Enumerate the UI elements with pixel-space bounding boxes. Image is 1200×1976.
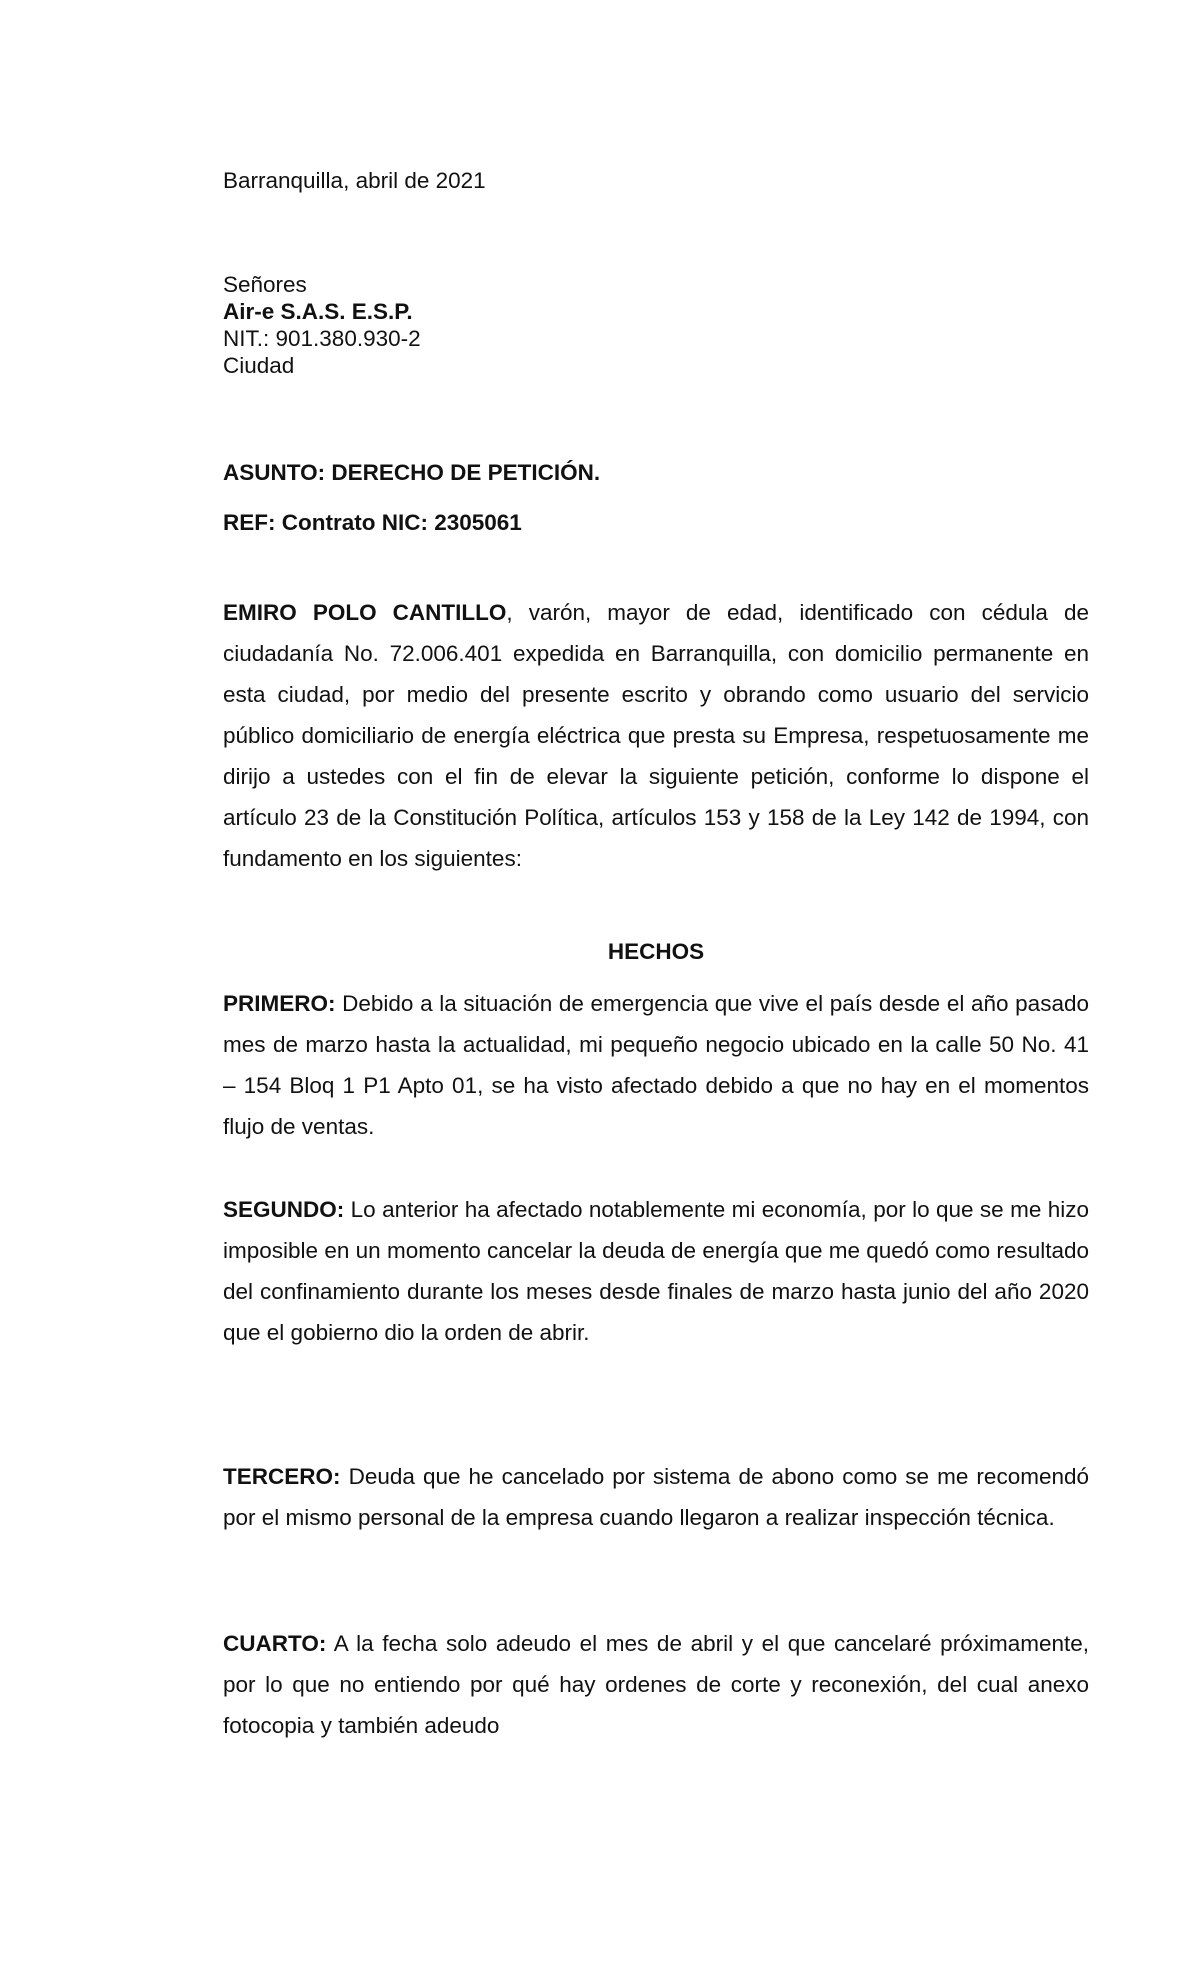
fact-tercero (223, 1456, 1089, 1538)
fact-text: Lo anterior ha afectado notablemente mi economía, por lo que se me hizo imposible en un momento cancelar la deuda de energía que me quedó como resultado del confinamiento durante los meses desde finales de marzo hasta junio del año 2020 que el gobierno dio la orden de abrir. (223, 1197, 1089, 1345)
subject (223, 459, 1089, 486)
reference-text: REF: Contrato NIC: 2305061 (223, 510, 522, 535)
fact-label: PRIMERO: (223, 991, 336, 1016)
fact-text: A la fecha solo adeudo el mes de abril y el que cancelaré próximamente, por lo que no entiendo por qué hay ordenes de corte y reconexión, del cual anexo fotocopia y también adeudo (223, 1631, 1089, 1738)
recipient-nit: NIT.: 901.380.930-2 (223, 326, 421, 351)
place-date (223, 167, 1089, 194)
section-title (223, 938, 1089, 965)
recipient-company: Air-e S.A.S. E.S.P. (223, 299, 413, 324)
petitioner-name: EMIRO POLO CANTILLO (223, 600, 507, 625)
fact-label: CUARTO: (223, 1631, 327, 1656)
section-title-text: HECHOS (607, 939, 705, 964)
fact-text: Deuda que he cancelado por sistema de abono como se me recomendó por el mismo personal de la empresa cuando llegaron a realizar inspección técnica. (223, 1464, 1089, 1530)
recipient-city: Ciudad (223, 353, 295, 378)
fact-label: TERCERO: (223, 1464, 341, 1489)
subject-text: ASUNTO: DERECHO DE PETICIÓN. (223, 460, 601, 485)
fact-segundo (223, 1189, 1089, 1353)
reference (223, 509, 1089, 536)
recipient-block (223, 271, 1089, 379)
fact-text: Debido a la situación de emergencia que vive el país desde el año pasado mes de marzo hasta la actualidad, mi pequeño negocio ubicado en la calle 50 No. 41 – 154 Bloq 1 P1 Apto 01, se ha visto afectado debido a que no hay en el momentos flujo de ventas. (223, 991, 1089, 1139)
fact-cuarto (223, 1623, 1089, 1746)
fact-label: SEGUNDO: (223, 1197, 345, 1222)
recipient-salutation: Señores (223, 272, 307, 297)
intro-text: , varón, mayor de edad, identificado con cédula de ciudadanía No. 72.006.401 expedida en Barranquilla, con domicilio permanente en esta ciudad, por medio del presente escrito y obrando como usuario del servicio público domiciliario de energía eléctrica que presta su Empresa, respetuosamente me dirijo a ustedes con el fin de elevar la siguiente petición, conforme lo dispone el artículo 23 de la Constitución Política, artículos 153 y 158 de la Ley 142 de 1994, con fundamento en los siguientes: (223, 600, 1089, 871)
intro-paragraph (223, 592, 1089, 879)
place-date-text: Barranquilla, abril de 2021 (223, 168, 486, 193)
fact-primero (223, 983, 1089, 1147)
